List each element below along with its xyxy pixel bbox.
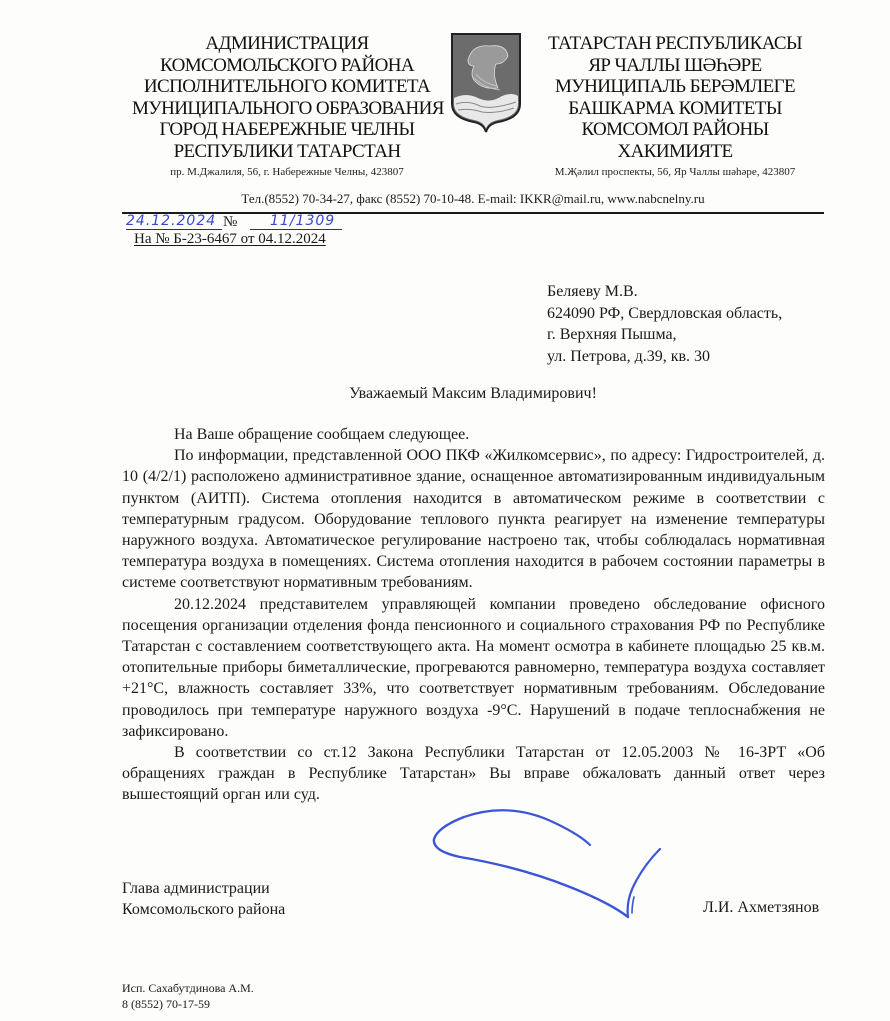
reference-number: На № Б-23-6467 от 04.12.2024 bbox=[134, 231, 326, 247]
addressee-address-line: 624090 РФ, Свердловская область, bbox=[547, 304, 783, 322]
salutation: Уважаемый Максим Владимирович! bbox=[349, 385, 597, 402]
body-paragraph: На Ваше обращение сообщаем следующее. bbox=[174, 426, 470, 443]
header-right-line: ТАТАРСТАН РЕСПУБЛИКАСЫ bbox=[548, 33, 802, 54]
executor-block bbox=[122, 980, 254, 1012]
addressee-block bbox=[547, 281, 782, 367]
body-paragraph: По информации, представленной ООО ПКФ «Жилкомсервис», по адресу: Гидростроителей, д. 10 (4/2/1) расположено административное здание, оснащенное автоматизированным индивидуальным пунктом (АИТП). Система отопления находится в автоматическом режиме в соответствии с температурным градусом. Оборудование теплового пункта реагирует на изменение температуры наружного воздуха. Автоматическое регулирование настроено так, чтобы соблюдалась нормативная температура воздуха в помещениях. Система отопления находится в рабочем состоянии параметры в системе соответствуют нормативным требованиям. bbox=[122, 447, 825, 592]
header-left-russian bbox=[132, 33, 442, 180]
header-left-line: АДМИНИСТРАЦИЯ bbox=[205, 33, 369, 54]
registration-number-label: № bbox=[223, 214, 238, 230]
coat-of-arms-emblem-icon bbox=[446, 30, 526, 135]
header-left-line: ИСПОЛНИТЕЛЬНОГО КОМИТЕТА bbox=[143, 76, 431, 97]
handwritten-signature-icon bbox=[420, 805, 680, 930]
header-right-line: КОМСОМОЛ РАЙОНЫ bbox=[581, 119, 769, 140]
header-right-line: МУНИЦИПАЛЬ БЕРӘМЛЕГЕ bbox=[554, 76, 795, 97]
signatory-title bbox=[122, 878, 285, 920]
contact-line: Тел.(8552) 70-34-27, факс (8552) 70-10-48. E-mail: IKKR@mail.ru, www.nabcnelny.ru bbox=[241, 191, 705, 206]
executor-phone: 8 (8552) 70-17-59 bbox=[122, 997, 210, 1011]
header-right-address: М.Җәлил проспекты, 56, Яр Чаллы шәһәре, 423807 bbox=[554, 166, 796, 178]
header-right-tatar bbox=[530, 33, 820, 180]
header-right-line: ЯР ЧАЛЛЫ ШӘҺӘРЕ bbox=[588, 54, 762, 76]
registration-number: 11/1309 bbox=[250, 213, 342, 230]
addressee-name: Беляеву М.В. bbox=[547, 283, 638, 300]
signatory-title-line: Глава администрации bbox=[122, 880, 270, 897]
body-paragraph: 20.12.2024 представителем управляющей компании проведено обследование офисного посещения организации отделения фонда пенсионного и социального страхования РФ по Республике Татарстан с составлением соответствующего акта. На момент осмотра в кабинете площадью 25 кв.м. отопительные приборы биметаллические, прогреваются равномерно, температура воздуха составляет +21°C, влажность составляет 33%, что соответствует нормативным требованиям. Обследование проводилось при температуре наружного воздуха -9°C. Нарушений в подаче теплоснабжения не зафиксировано. bbox=[122, 595, 825, 740]
addressee-address-line: г. Верхняя Пышма, bbox=[547, 326, 677, 343]
addressee-address-line: ул. Петрова, д.39, кв. 30 bbox=[547, 347, 711, 365]
header-right-line: ХАКИМИЯТЕ bbox=[617, 140, 733, 162]
header-right-line: БАШКАРМА КОМИТЕТЫ bbox=[568, 97, 782, 119]
header-left-address: пр. М.Джалиля, 56, г. Набережные Челны, 423807 bbox=[170, 166, 404, 178]
header-left-line: КОМСОМОЛЬСКОГО РАЙОНА bbox=[160, 54, 414, 76]
registration-date: 24.12.2024 bbox=[126, 213, 222, 230]
letter-body bbox=[122, 424, 825, 806]
header-left-line: РЕСПУБЛИКИ ТАТАРСТАН bbox=[173, 140, 401, 162]
signatory-name: Л.И. Ахметзянов bbox=[703, 899, 820, 916]
executor-name: Исп. Сахабутдинова А.М. bbox=[122, 981, 254, 995]
body-paragraph: В соответствии со ст.12 Закона Республики Татарстан от 12.05.2003 № 16-ЗРТ «Об обращениях граждан в Республике Татарстан» Вы вправе обжаловать данный ответ через вышестоящий орган или суд. bbox=[122, 744, 825, 804]
header-left-line: МУНИЦИПАЛЬНОГО ОБРАЗОВАНИЯ bbox=[132, 97, 444, 119]
header-left-line: ГОРОД НАБЕРЕЖНЫЕ ЧЕЛНЫ bbox=[159, 119, 415, 140]
signatory-title-line: Комсомольского района bbox=[122, 901, 286, 918]
